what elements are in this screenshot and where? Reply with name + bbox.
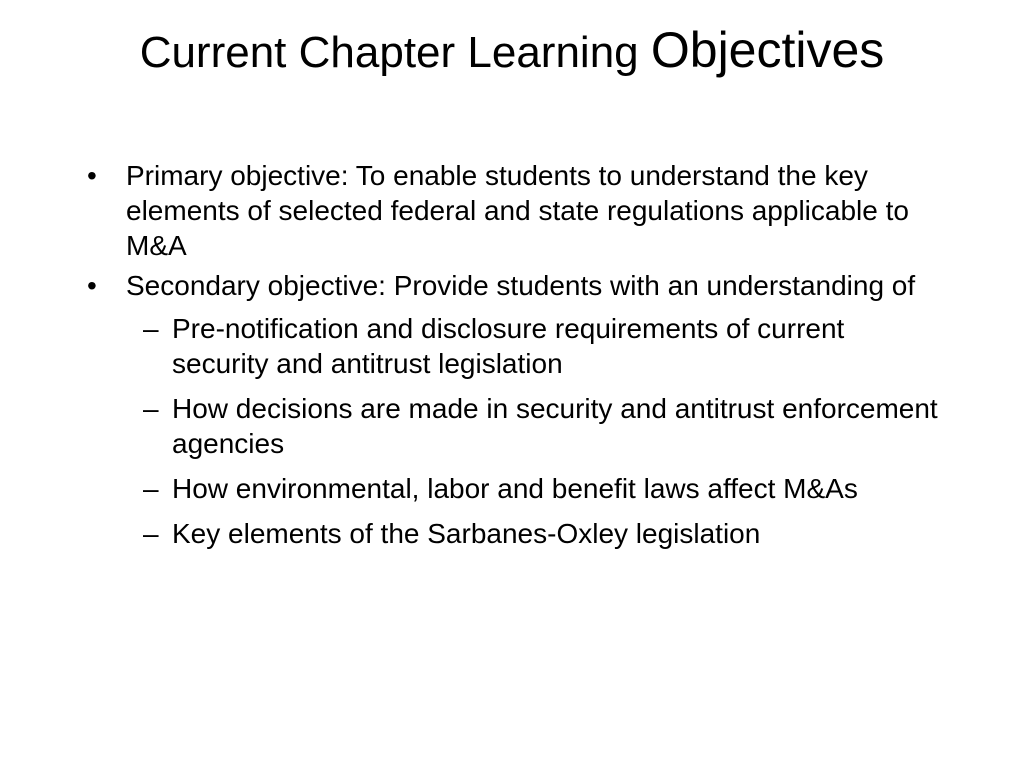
sub-bullet-marker: –	[143, 393, 159, 424]
bullet-marker: •	[87, 270, 97, 301]
slide-title-emphasis: Objectives	[650, 22, 885, 78]
sub-bullet-text: How environmental, labor and benefit laws affect M&As	[172, 473, 858, 504]
sub-bullet-item	[127, 471, 945, 506]
sub-bullet-marker: –	[143, 518, 159, 549]
bullet-text: Secondary objective: Provide students with an understanding of	[126, 270, 916, 301]
sub-bullet-item	[127, 311, 945, 381]
bullet-list	[85, 158, 945, 561]
sub-bullet-marker: –	[143, 313, 159, 344]
sub-bullet-text: Pre-notification and disclosure requirements of current security and antitrust legislation	[172, 313, 845, 379]
sub-bullet-marker: –	[143, 473, 159, 504]
sub-bullet-text: How decisions are made in security and antitrust enforcement agencies	[172, 393, 938, 459]
slide-title	[0, 20, 1024, 83]
bullet-item-primary-objective	[85, 158, 945, 263]
bullet-marker: •	[87, 160, 97, 191]
sub-bullet-text: Key elements of the Sarbanes-Oxley legislation	[172, 518, 761, 549]
sub-bullet-item	[127, 516, 945, 551]
bullet-item-secondary-objective	[85, 268, 945, 551]
sub-bullet-item	[127, 391, 945, 461]
sub-bullet-list	[126, 311, 945, 551]
slide-title-text: Current Chapter Learning	[139, 28, 651, 77]
bullet-text: Primary objective: To enable students to understand the key elements of selected federal and state regulations applicable to M&A	[126, 160, 909, 261]
